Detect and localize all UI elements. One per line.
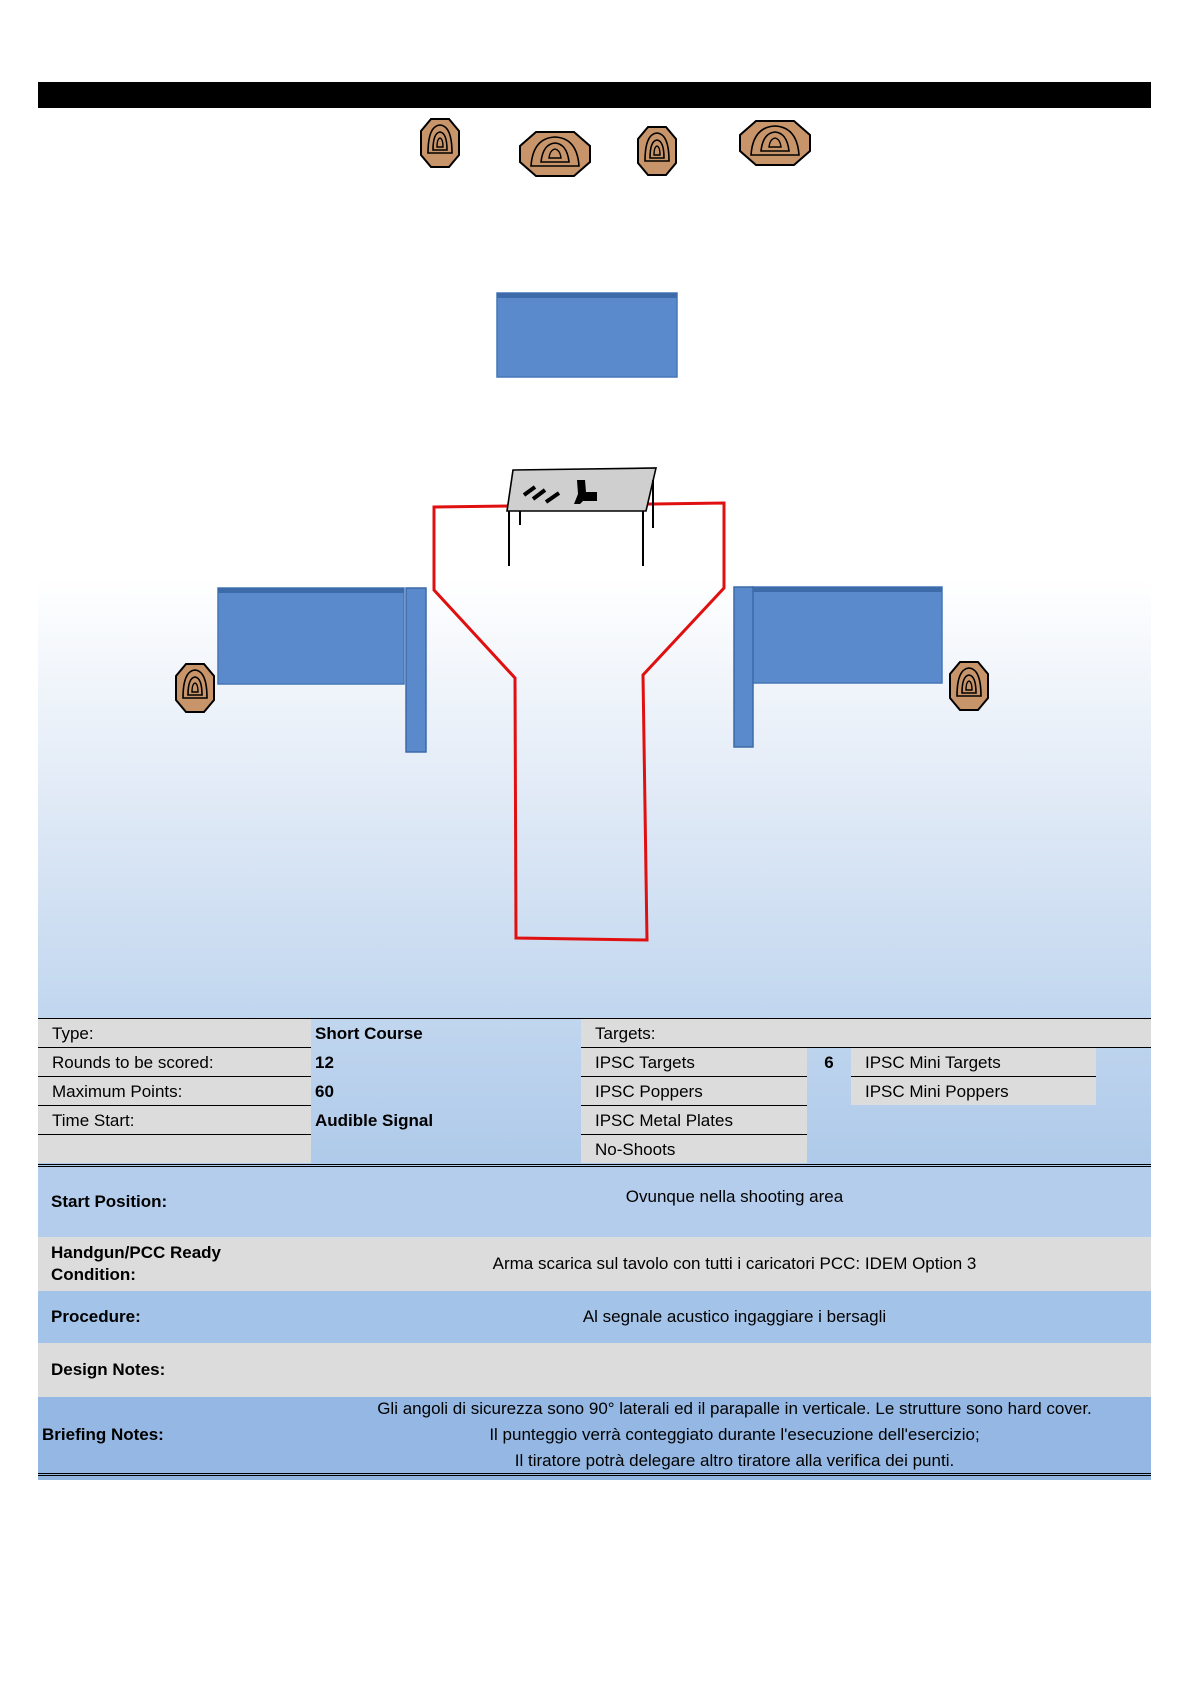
ipsc-target-icon — [421, 119, 459, 167]
ready-condition-value: Arma scarica sul tavolo con tutti i caricatori PCC: IDEM Option 3 — [492, 1254, 977, 1273]
design-notes-row — [38, 1343, 1151, 1397]
wall-icon — [497, 293, 677, 377]
time-start-label: Time Start: — [38, 1106, 311, 1134]
rounds-label: Rounds to be scored: — [38, 1048, 311, 1076]
ipsc-target-icon — [950, 662, 988, 710]
type-label: Type: — [38, 1019, 311, 1047]
ipsc-mini-targets-label: IPSC Mini Targets — [851, 1048, 1096, 1076]
no-shoots-label: No-Shoots — [581, 1135, 807, 1163]
shooting-area-outline — [434, 503, 724, 940]
ready-condition-label-line-2: Condition: — [51, 1265, 136, 1284]
ipsc-target-icon — [176, 664, 214, 712]
procedure-row — [38, 1291, 1151, 1343]
briefing-notes-label: Briefing Notes: — [42, 1425, 164, 1444]
ipsc-target-icon — [520, 132, 590, 176]
ipsc-target-icon — [638, 127, 676, 175]
targets-label: Targets: — [581, 1019, 1151, 1047]
ready-condition-label-line-1: Handgun/PCC Ready — [51, 1243, 222, 1262]
ipsc-targets-count: 6 — [824, 1053, 834, 1072]
empty-spec-cell — [38, 1135, 311, 1163]
wall-icon — [406, 588, 426, 752]
start-position-value: Ovunque nella shooting area — [625, 1187, 844, 1206]
wall-icon — [218, 588, 404, 684]
briefing-notes-line-2: Il punteggio verrà conteggiato durante l'esecuzione dell'esercizio; — [489, 1425, 980, 1444]
start-position-label: Start Position: — [51, 1192, 168, 1211]
ipsc-poppers-label: IPSC Poppers — [581, 1077, 807, 1105]
wall-icon — [752, 587, 942, 683]
briefing-notes-value — [318, 1396, 1151, 1474]
ipsc-target-icon — [740, 121, 810, 165]
wall-icon — [734, 587, 753, 747]
start-position-row — [38, 1167, 1151, 1237]
ipsc-mini-poppers-label: IPSC Mini Poppers — [851, 1077, 1096, 1105]
design-notes-label: Design Notes: — [51, 1360, 166, 1379]
stage-specs-table — [38, 1018, 1151, 1164]
time-start-value: Audible Signal — [315, 1111, 434, 1130]
type-value: Short Course — [315, 1024, 423, 1043]
ipsc-targets-label: IPSC Targets — [581, 1048, 807, 1076]
ipsc-metal-plates-label: IPSC Metal Plates — [581, 1106, 807, 1134]
briefing-notes-line-3: Il tiratore potrà delegare altro tiratore alla verifica dei punti. — [514, 1451, 955, 1470]
ready-condition-label — [38, 1242, 318, 1286]
max-points-value: 60 — [315, 1082, 334, 1101]
max-points-label: Maximum Points: — [38, 1077, 311, 1105]
briefing-notes-line-1: Gli angoli di sicurezza sono 90° laterali ed il parapalle in verticale. Le strutture sono hard cover. — [377, 1399, 1092, 1418]
procedure-label: Procedure: — [51, 1307, 141, 1326]
ready-condition-row — [38, 1237, 1151, 1291]
procedure-value: Al segnale acustico ingaggiare i bersagli — [582, 1307, 887, 1326]
rounds-value: 12 — [315, 1053, 334, 1072]
briefing-notes-row — [38, 1397, 1151, 1473]
